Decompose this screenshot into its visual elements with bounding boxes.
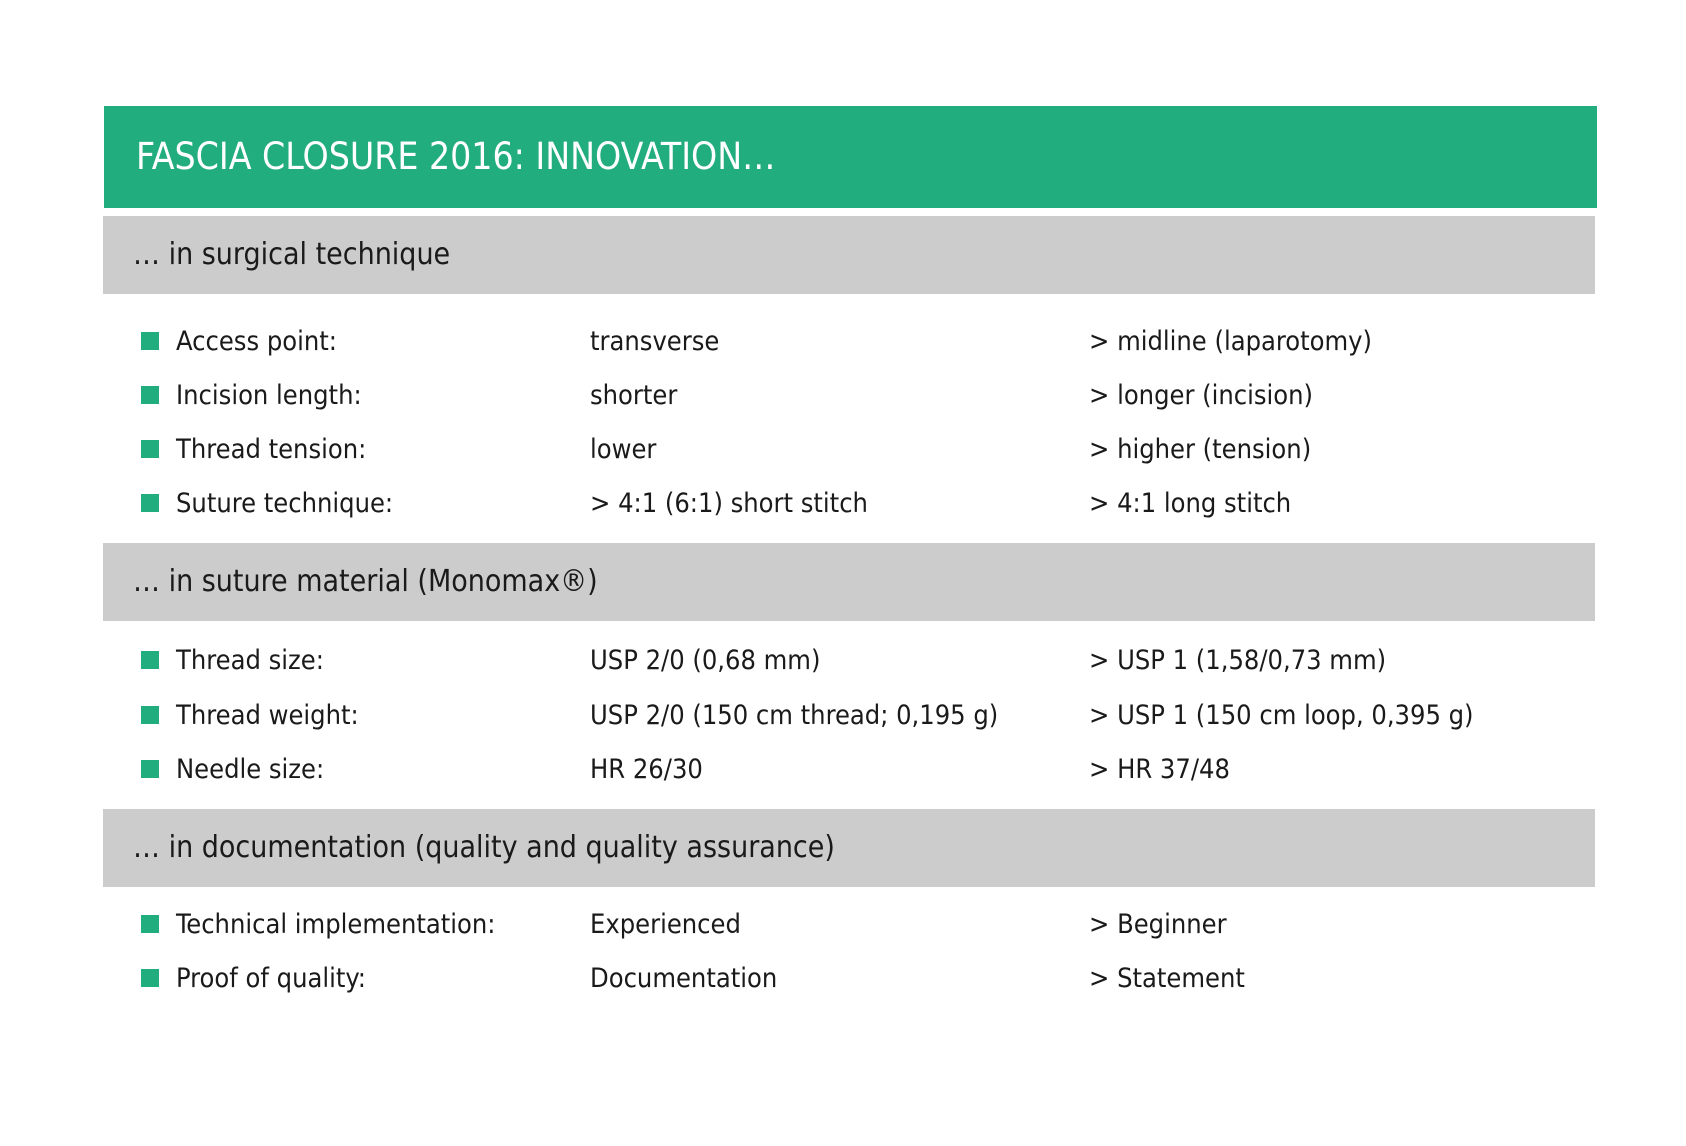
row-old-value: > midline (laparotomy)	[1089, 326, 1373, 357]
square-bullet-icon	[141, 915, 159, 933]
row-label: Incision length:	[176, 380, 362, 411]
section-heading: … in documentation (quality and quality assurance)	[133, 830, 835, 865]
list-item	[0, 905, 1686, 945]
row-old-value: > longer (incision)	[1089, 380, 1314, 411]
row-new-value: transverse	[590, 326, 720, 357]
title-banner	[104, 106, 1597, 208]
section-header-suture-material	[103, 543, 1595, 621]
section-header-surgical-technique	[103, 216, 1595, 294]
section-heading: … in suture material (Monomax®)	[133, 564, 598, 599]
row-label: Thread size:	[176, 645, 324, 676]
square-bullet-icon	[141, 760, 159, 778]
row-new-value: lower	[590, 434, 657, 465]
row-label: Suture technique:	[176, 488, 394, 519]
row-new-value: Documentation	[590, 963, 778, 994]
section-header-documentation	[103, 809, 1595, 887]
square-bullet-icon	[141, 386, 159, 404]
row-new-value: > 4:1 (6:1) short stitch	[590, 488, 868, 519]
row-old-value: > Beginner	[1089, 909, 1227, 940]
list-item	[0, 322, 1686, 362]
row-label: Needle size:	[176, 754, 325, 785]
square-bullet-icon	[141, 494, 159, 512]
row-old-value: > higher (tension)	[1089, 434, 1312, 465]
square-bullet-icon	[141, 969, 159, 987]
row-new-value: HR 26/30	[590, 754, 703, 785]
row-label: Technical implementation:	[176, 909, 496, 940]
square-bullet-icon	[141, 332, 159, 350]
row-label: Proof of quality:	[176, 963, 366, 994]
row-old-value: > HR 37/48	[1089, 754, 1230, 785]
list-item	[0, 641, 1686, 681]
list-item	[0, 750, 1686, 790]
list-item	[0, 430, 1686, 470]
square-bullet-icon	[141, 440, 159, 458]
row-new-value: USP 2/0 (150 cm thread; 0,195 g)	[590, 700, 999, 731]
row-new-value: shorter	[590, 380, 678, 411]
page-title: FASCIA CLOSURE 2016: INNOVATION…	[136, 135, 776, 178]
row-old-value: > Statement	[1089, 963, 1245, 994]
row-label: Access point:	[176, 326, 337, 357]
list-item	[0, 484, 1686, 524]
row-old-value: > USP 1 (150 cm loop, 0,395 g)	[1089, 700, 1474, 731]
row-old-value: > 4:1 long stitch	[1089, 488, 1292, 519]
square-bullet-icon	[141, 651, 159, 669]
row-old-value: > USP 1 (1,58/0,73 mm)	[1089, 645, 1387, 676]
row-label: Thread tension:	[176, 434, 367, 465]
list-item	[0, 959, 1686, 999]
list-item	[0, 376, 1686, 416]
row-new-value: Experienced	[590, 909, 741, 940]
list-item	[0, 696, 1686, 736]
section-heading: … in surgical technique	[133, 237, 451, 272]
square-bullet-icon	[141, 706, 159, 724]
row-new-value: USP 2/0 (0,68 mm)	[590, 645, 821, 676]
row-label: Thread weight:	[176, 700, 359, 731]
